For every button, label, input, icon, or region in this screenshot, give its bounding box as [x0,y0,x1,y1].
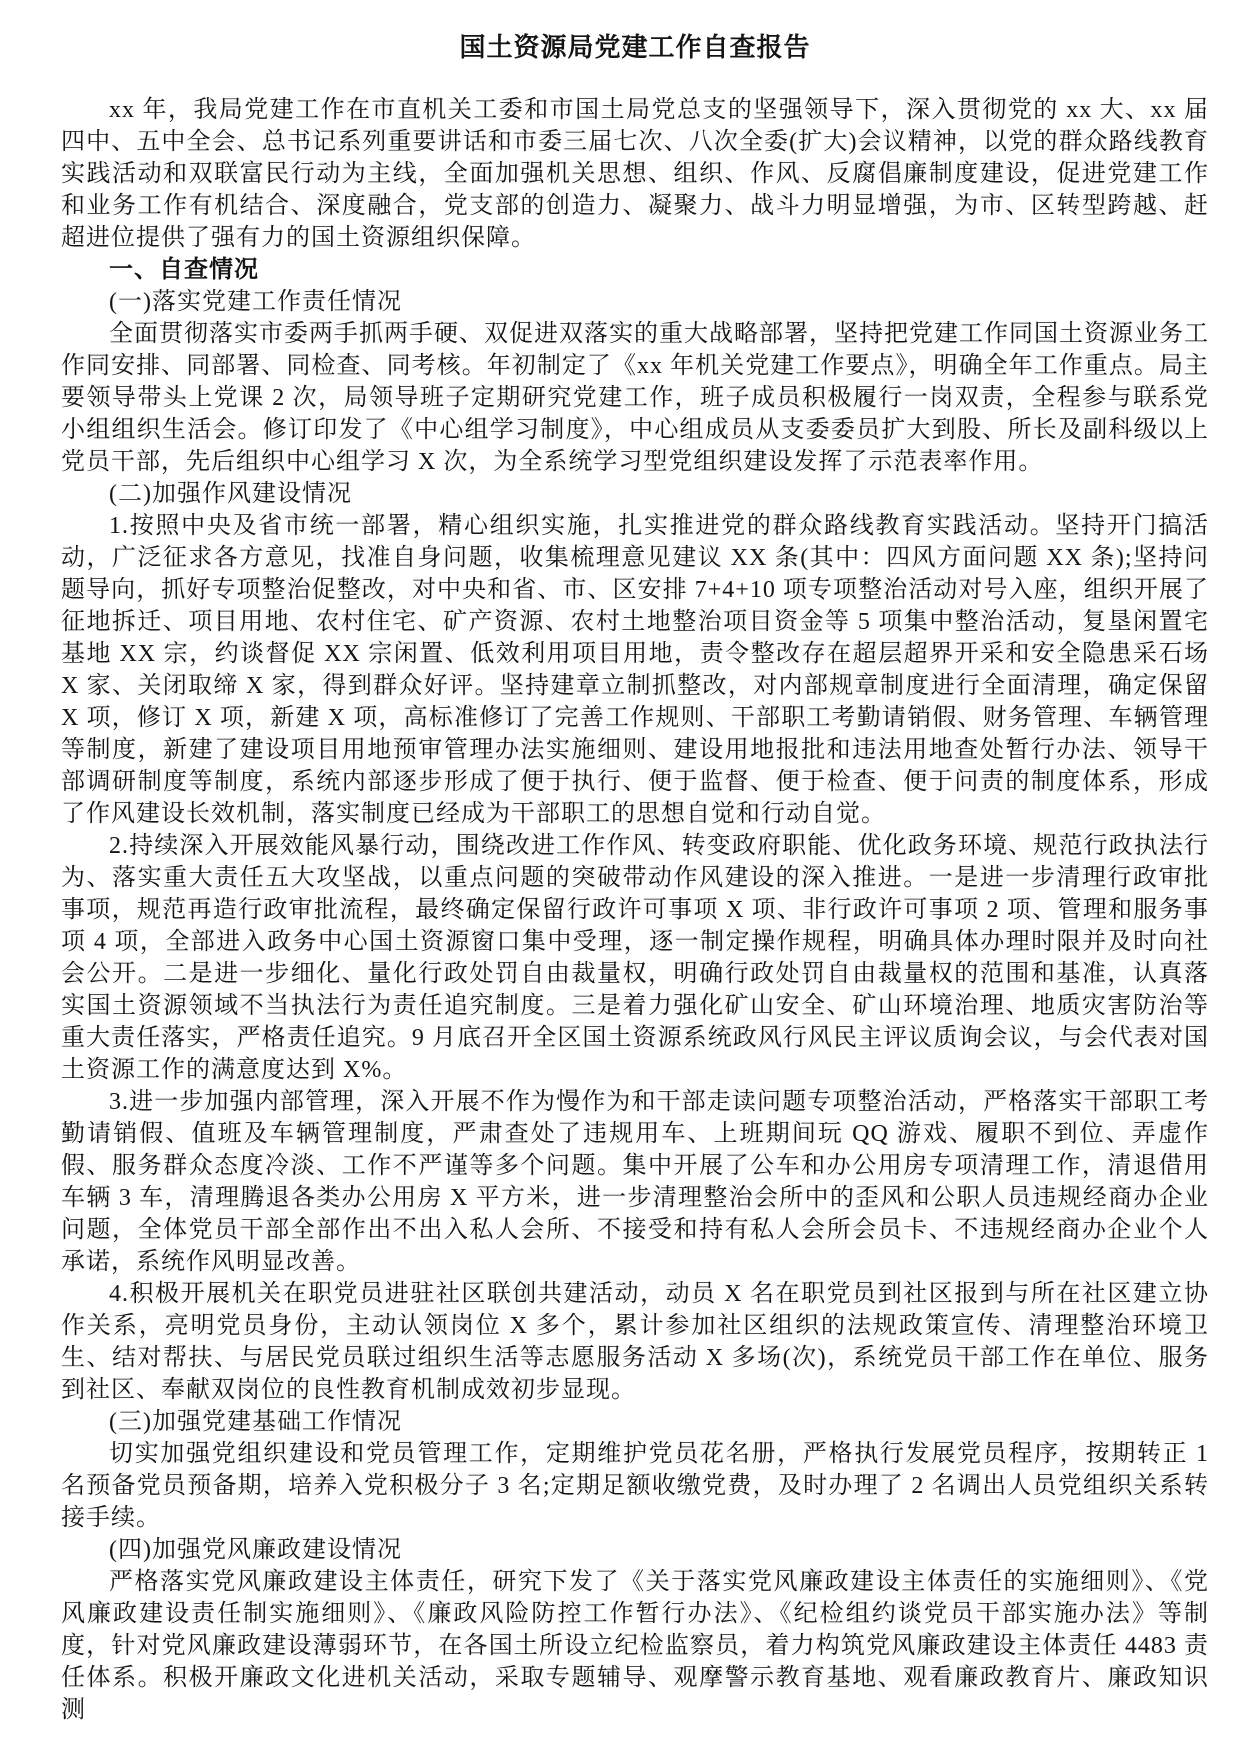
document-title: 国土资源局党建工作自查报告 [459,33,811,62]
subsection-3-heading: (三)加强党建基础工作情况 [109,1409,402,1435]
intro-paragraph: xx 年，我局党建工作在市直机关工委和市国土局党总支的坚强领导下，深入贯彻党的 xx 大、xx 届四中、五中全会、总书记系列重要讲话和市委三届七次、八次全委(扩大)会议精神，以党的群众路线教育实践活动和双联富民行动为主线，全面加强机关思想、组织、作风、反腐倡廉制度建设，促进党建工作和业务工作有机结合、深度融合，党支部的创造力、凝聚力、战斗力明显增强，为市、区转型跨越、赶超进位提供了强有力的国土资源组织保障。 [61,97,1209,251]
paragraph-responsibility: 全面贯彻落实市委两手抓两手硬、双促进双落实的重大战略部署，坚持把党建工作同国土资源业务工作同安排、同部署、同检查、同考核。年初制定了《xx 年机关党建工作要点》，明确全年工作重点。局主要领导带头上党课 2 次，局领导班子定期研究党建工作，班子成员积极履行一岗双责，全程参与联系党小组组织生活会。修订印发了《中心组学习制度》，中心组成员从支委委员扩大到股、所长及副科级以上党员干部，先后组织中心组学习 X 次，为全系统学习型党组织建设发挥了示范表率作用。 [61,321,1209,475]
subsection-1-heading: (一)落实党建工作责任情况 [109,289,402,315]
section-1-heading: 一、自查情况 [109,257,259,283]
subsection-4-heading: (四)加强党风廉政建设情况 [109,1537,402,1563]
subsection-2-heading: (二)加强作风建设情况 [109,481,352,507]
paragraph-clean-governance: 严格落实党风廉政建设主体责任，研究下发了《关于落实党风廉政建设主体责任的实施细则》、《党风廉政建设责任制实施细则》、《廉政风险防控工作暂行办法》、《纪检组约谈党员干部实施办法》等制度，针对党风廉政建设薄弱环节，在各国土所设立纪检监察员，着力构筑党风廉政建设主体责任 4483 责任体系。积极开廉政文化进机关活动，采取专题辅导、观摩警示教育基地、观看廉政教育片、廉政知识测 [61,1569,1209,1723]
paragraph-workstyle-item-3: 3.进一步加强内部管理，深入开展不作为慢作为和干部走读问题专项整治活动，严格落实干部职工考勤请销假、值班及车辆管理制度，严肃查处了违规用车、上班期间玩 QQ 游戏、履职不到位、弄虚作假、服务群众态度冷淡、工作不严谨等多个问题。集中开展了公车和办公用房专项清理工作，清退借用车辆 3 车，清理腾退各类办公用房 X 平方米，进一步清理整治会所中的歪风和公职人员违规经商办企业问题，全体党员干部全部作出不出入私人会所、不接受和持有私人会所会员卡、不违规经商办企业个人承诺，系统作风明显改善。 [61,1089,1209,1275]
paragraph-workstyle-item-1: 1.按照中央及省市统一部署，精心组织实施，扎实推进党的群众路线教育实践活动。坚持开门搞活动，广泛征求各方意见，找准自身问题，收集梳理意见建议 XX 条(其中：四风方面问题 XX 条);坚持问题导向，抓好专项整治促整改，对中央和省、市、区安排 7+4+10 项专项整治活动对号入座，组织开展了征地拆迁、项目用地、农村住宅、矿产资源、农村土地整治项目资金等 5 项集中整治活动，复垦闲置宅基地 XX 宗，约谈督促 XX 宗闲置、低效利用项目用地，责令整改存在超层超界开采和安全隐患采石场 X 家、关闭取缔 X 家，得到群众好评。坚持建章立制抓整改，对内部规章制度进行全面清理，确定保留 X 项，修订 X 项，新建 X 项，高标准修订了完善工作规则、干部职工考勤请销假、财务管理、车辆管理等制度，新建了建设项目用地预审管理办法实施细则、建设用地报批和违法用地查处暂行办法、领导干部调研制度等制度，系统内部逐步形成了便于执行、便于监督、便于检查、便于问责的制度体系，形成了作风建设长效机制，落实制度已经成为干部职工的思想自觉和行动自觉。 [61,513,1209,827]
paragraph-party-foundation: 切实加强党组织建设和党员管理工作，定期维护党员花名册，严格执行发展党员程序，按期转正 1 名预备党员预备期，培养入党积极分子 3 名;定期足额收缴党费，及时办理了 2 名调出人员党组织关系转接手续。 [61,1441,1209,1531]
paragraph-workstyle-item-4: 4.积极开展机关在职党员进驻社区联创共建活动，动员 X 名在职党员到社区报到与所在社区建立协作关系，亮明党员身份，主动认领岗位 X 多个，累计参加社区组织的法规政策宣传、清理整治环境卫生、结对帮扶、与居民党员联过组织生活等志愿服务活动 X 多场(次)，系统党员干部工作在单位、服务到社区、奉献双岗位的良性教育机制成效初步显现。 [61,1281,1209,1403]
paragraph-workstyle-item-2: 2.持续深入开展效能风暴行动，围绕改进工作作风、转变政府职能、优化政务环境、规范行政执法行为、落实重大责任五大攻坚战，以重点问题的突破带动作风建设的深入推进。一是进一步清理行政审批事项，规范再造行政审批流程，最终确定保留行政许可事项 X 项、非行政许可事项 2 项、管理和服务事项 4 项，全部进入政务中心国土资源窗口集中受理，逐一制定操作规程，明确具体办理时限并及时向社会公开。二是进一步细化、量化行政处罚自由裁量权，明确行政处罚自由裁量权的范围和基准，认真落实国土资源领域不当执法行为责任追究制度。三是着力强化矿山安全、矿山环境治理、地质灾害防治等重大责任落实，严格责任追究。9 月底召开全区国土资源系统政风行风民主评议质询会议，与会代表对国土资源工作的满意度达到 X%。 [61,833,1209,1083]
